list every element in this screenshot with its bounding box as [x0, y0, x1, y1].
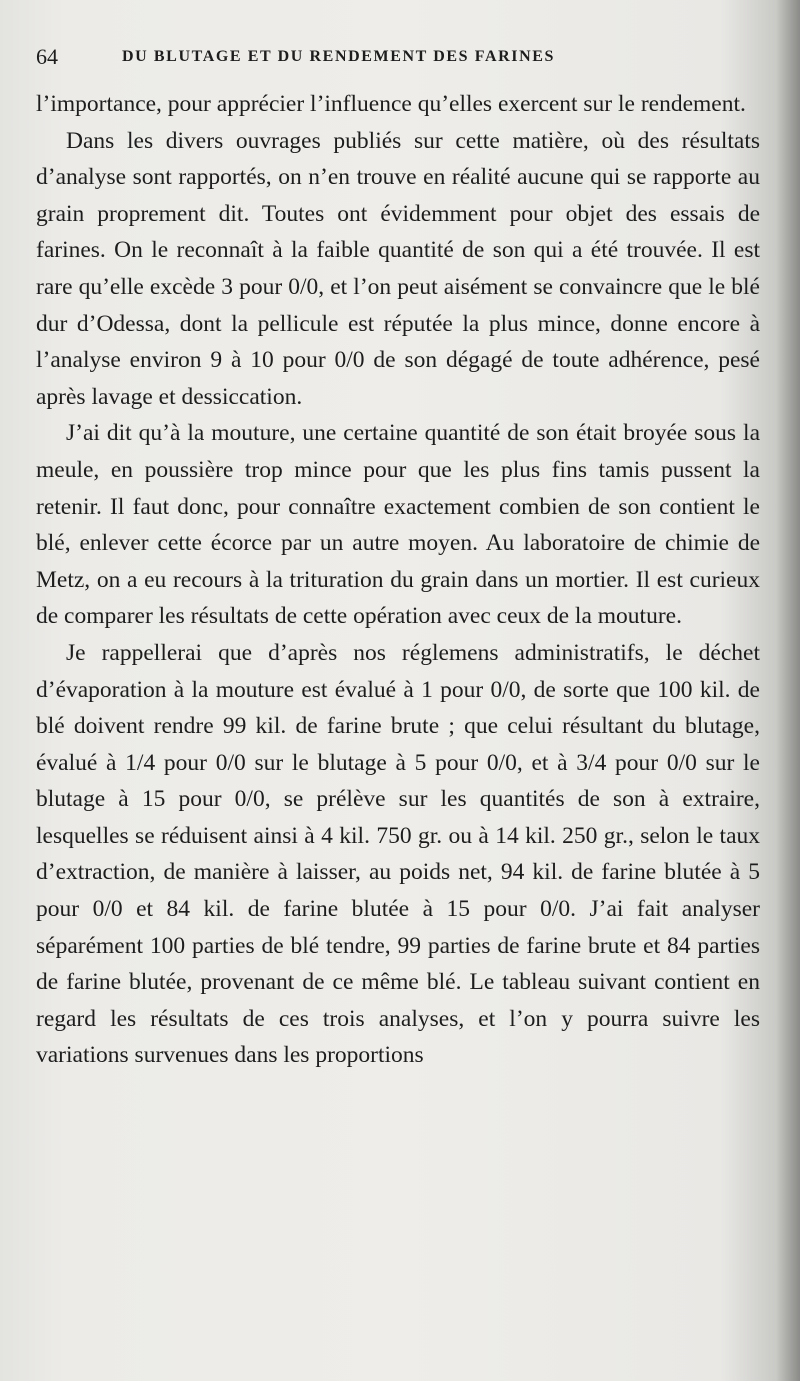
body-text [36, 86, 760, 1074]
page-header [36, 44, 760, 74]
page-number: 64 [36, 44, 58, 69]
paragraph-continuation: l’importance, pour apprécier l’influence qu’elles exercent sur le rendement. [36, 91, 746, 117]
paragraph-analyses: Dans les divers ouvrages publiés sur cette matière, où des résultats d’analyse sont rapportés, on n’en trouve en réalité aucune qui se rapporte au grain proprement dit. Toutes ont évidemment pour objet des essais de farines. On le reconnaît à la faible quantité de son qui a été trouvée. Il est rare qu’elle excède 3 pour 0/0, et l’on peut aisément se convaincre que le blé dur d’Odessa, dont la pellicule est réputée la plus mince, donne encore à l’analyse environ 9 à 10 pour 0/0 de son dégagé de toute adhérence, pesé après lavage et dessiccation. [36, 127, 760, 410]
paragraph-mouture: J’ai dit qu’à la mouture, une certaine quantité de son était broyée sous la meule, en poussière trop mince pour que les plus fins tamis pussent la retenir. Il faut donc, pour connaître exactement combien de son contient le blé, enlever cette écorce par un autre moyen. Au laboratoire de chimie de Metz, on a eu recours à la trituration du grain dans un mortier. Il est curieux de comparer les résultats de cette opération avec ceux de la mouture. [36, 420, 760, 630]
page-edge-shadow [776, 0, 800, 1381]
paragraph-reglemens: Je rappellerai que d’après nos réglemens administratifs, le déchet d’évaporation à la mouture est évalué à 1 pour 0/0, de sorte que 100 kil. de blé doivent rendre 99 kil. de farine brute ; que celui résultant du blutage, évalué à 1/4 pour 0/0 sur le blutage à 5 pour 0/0, et à 3/4 pour 0/0 sur le blutage à 15 pour 0/0, se prélève sur les quantités de son à extraire, lesquelles se réduisent ainsi à 4 kil. 750 gr. ou à 14 kil. 250 gr., selon le taux d’extraction, de manière à laisser, au poids net, 94 kil. de farine blutée à 5 pour 0/0 et 84 kil. de farine blutée à 15 pour 0/0. J’ai fait analyser séparément 100 parties de blé tendre, 99 parties de farine brute et 84 parties de farine blutée, provenant de ce même blé. Le tableau suivant contient en regard les résultats de ces trois analyses, et l’on y pourra suivre les variations survenues dans les proportions [36, 639, 760, 1069]
running-title: DU BLUTAGE ET DU RENDEMENT DES FARINES [122, 48, 556, 65]
